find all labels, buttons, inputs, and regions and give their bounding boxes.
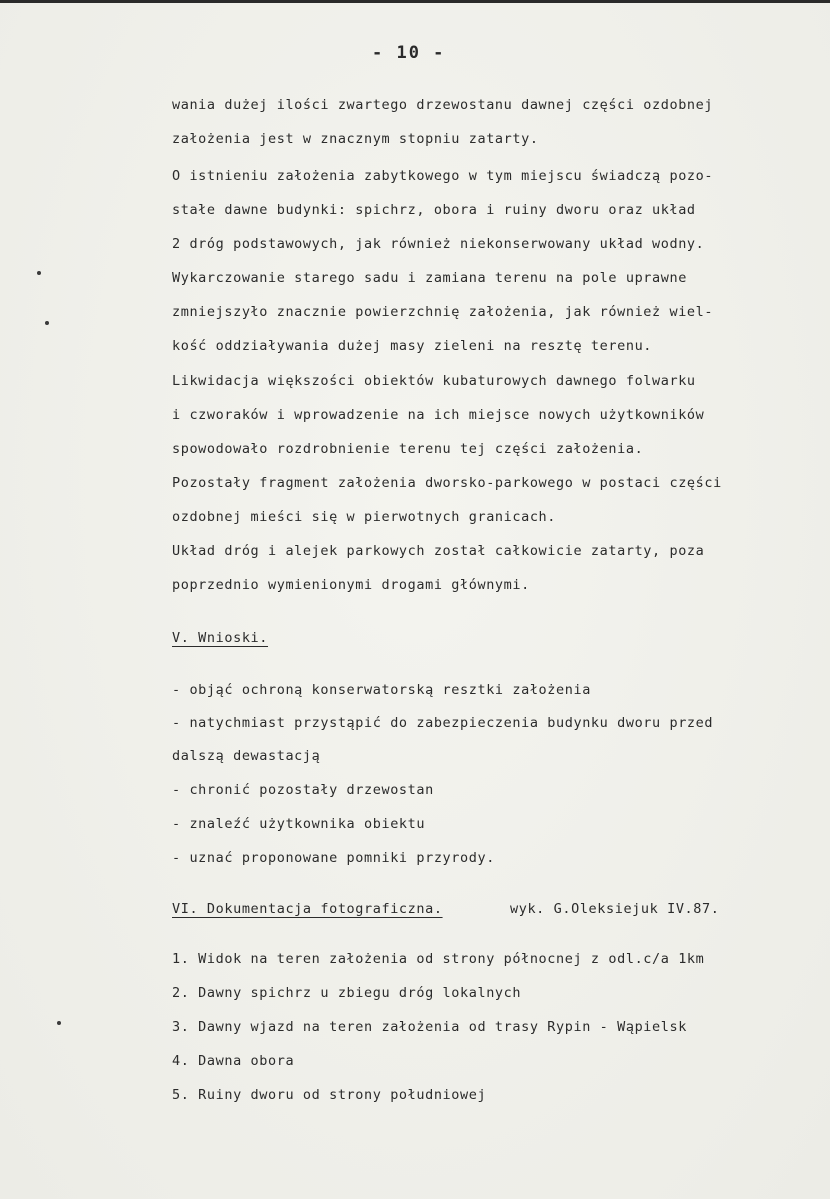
section-v-heading: V. Wnioski. [172, 630, 269, 646]
photo-item: 3. Dawny wjazd na teren założenia od trasy Rypin - Wąpielsk [172, 1019, 687, 1035]
conclusion-item: dalszą dewastacją [172, 748, 321, 764]
paragraph-line: i czworaków i wprowadzenie na ich miejsce nowych użytkowników [172, 407, 705, 423]
paragraph-line: O istnieniu założenia zabytkowego w tym miejscu świadczą pozo- [172, 168, 714, 184]
conclusion-item: - natychmiast przystąpić do zabezpieczenia budynku dworu przed [172, 715, 714, 731]
paragraph-line: 2 dróg podstawowych, jak również niekonserwowany układ wodny. [172, 236, 705, 252]
conclusion-item: - chronić pozostały drzewostan [172, 782, 434, 798]
paragraph-line: poprzednio wymienionymi drogami głównymi. [172, 577, 530, 593]
section-vi-heading: VI. Dokumentacja fotograficzna. [172, 901, 443, 917]
photo-item: 4. Dawna obora [172, 1053, 295, 1069]
paragraph-line: Układ dróg i alejek parkowych został całkowicie zatarty, poza [172, 543, 705, 559]
punch-hole-mark [37, 271, 41, 275]
photo-item: 1. Widok na teren założenia od strony północnej z odl.c/a 1km [172, 951, 705, 967]
paragraph-line: zmniejszyło znacznie powierzchnię założenia, jak również wiel- [172, 304, 714, 320]
paragraph-line: kość oddziaływania dużej masy zieleni na resztę terenu. [172, 338, 653, 354]
conclusion-item: - objąć ochroną konserwatorską resztki założenia [172, 682, 591, 698]
photo-item: 2. Dawny spichrz u zbiegu dróg lokalnych [172, 985, 522, 1001]
paragraph-line: ozdobnej mieści się w pierwotnych granicach. [172, 509, 557, 525]
photo-author: wyk. G.Oleksiejuk IV.87. [510, 901, 720, 917]
conclusion-item: - uznać proponowane pomniki przyrody. [172, 850, 495, 866]
photo-item: 5. Ruiny dworu od strony południowej [172, 1087, 487, 1103]
paragraph-line: Likwidacja większości obiektów kubaturowych dawnego folwarku [172, 373, 696, 389]
page-number: - 10 - [372, 43, 446, 63]
paragraph-line: założenia jest w znacznym stopniu zatarty. [172, 131, 539, 147]
paragraph-line: Pozostały fragment założenia dworsko-parkowego w postaci części [172, 475, 722, 491]
punch-hole-mark [45, 321, 49, 325]
paragraph-line: wania dużej ilości zwartego drzewostanu dawnej części ozdobnej [172, 97, 714, 113]
paragraph-line: Wykarczowanie starego sadu i zamiana terenu na pole uprawne [172, 270, 687, 286]
conclusion-item: - znaleźć użytkownika obiektu [172, 816, 426, 832]
paragraph-line: stałe dawne budynki: spichrz, obora i ruiny dworu oraz układ [172, 202, 696, 218]
paragraph-line: spowodowało rozdrobnienie terenu tej części założenia. [172, 441, 644, 457]
punch-hole-mark [57, 1021, 61, 1025]
